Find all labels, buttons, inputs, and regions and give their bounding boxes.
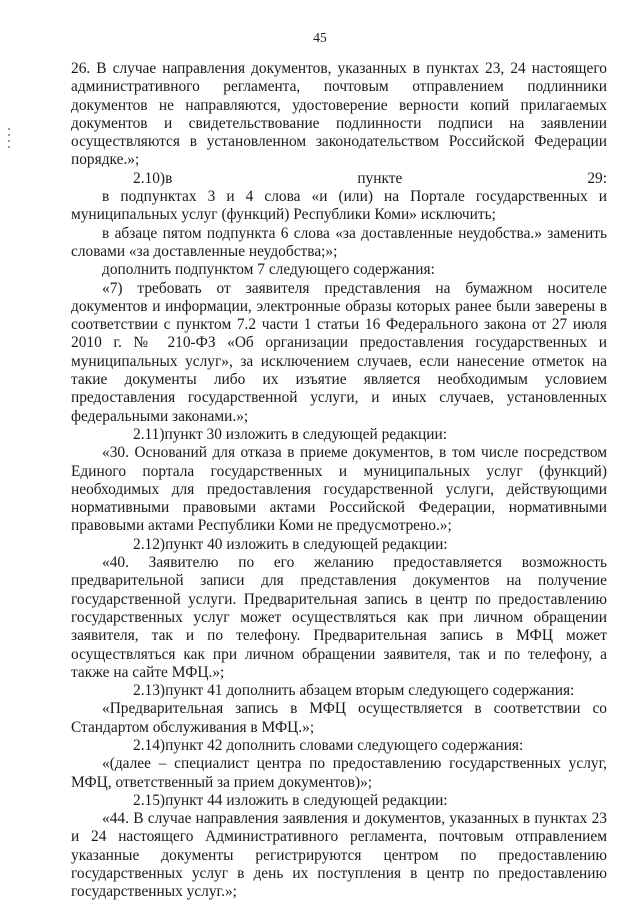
item-2-11 bbox=[71, 426, 607, 444]
item-text: пункт 41 дополнить абзацем вторым следующего содержания: bbox=[165, 682, 575, 700]
item-number: 2.15) bbox=[133, 791, 166, 809]
paragraph-subitem-7-text: «7) требовать от заявителя представления на бумажном носителе документов и информации, электронные образы которых ранее были заверены в соответствии с пунктом 7.2 части 1 статьи 16 Федерального закона от 27 июля 2010 г. № 210-ФЗ «Об организации предоставления государственных и муниципальных услуг», за исключением случаев, если нанесение отметок на такие документы либо их изъятие является необходимым условием предоставления государственной услуги, и иных случаев, установленных федеральными законами.»; bbox=[71, 279, 607, 425]
paragraph-26-continuation: 26. В случае направления документов, указанных в пунктах 23, 24 настоящего административного регламента, почтовым отправлением подлинники документов не направляются, удостоверение верности копий прилагаемых документов и свидетельствование подлинности подписи на заявлении осуществляются в установленном законодательством Российской Федерации порядке.»; bbox=[71, 60, 607, 169]
item-text: пункт 30 изложить в следующей редакции: bbox=[164, 425, 448, 443]
item-number: 2.10) bbox=[133, 169, 166, 187]
scan-specks bbox=[6, 128, 12, 152]
item-text: пункт 42 дополнить словами следующего содержания: bbox=[165, 736, 524, 754]
item-2-10 bbox=[71, 170, 607, 188]
paragraph-subitem-6: в абзаце пятом подпункта 6 слова «за доставленные неудобства.» заменить словами «за доставленные неудобства;»; bbox=[71, 224, 607, 260]
item-number: 2.13) bbox=[133, 682, 166, 700]
item-2-15 bbox=[71, 792, 607, 810]
paragraph-42-text: «(далее – специалист центра по предоставлению государственных услуг, МФЦ, ответственный за прием документов)»; bbox=[71, 755, 607, 791]
item-text: пункт 44 изложить в следующей редакции: bbox=[165, 791, 448, 809]
item-number: 2.11) bbox=[133, 425, 165, 443]
paragraph-44-text: «44. В случае направления заявления и документов, указанных в пунктах 23 и 24 настоящего Административного регламента, почтовым отправлением указанные документы регистрируются центром по предоставлению государственных услуг в день их поступления в центр по предоставлению государственных услуг.»; bbox=[71, 810, 607, 901]
item-2-12 bbox=[71, 536, 607, 554]
item-text: пункт 40 изложить в следующей редакции: bbox=[165, 535, 448, 553]
paragraph-subitems-3-4: в подпунктах 3 и 4 слова «и (или) на Портале государственных и муниципальных услуг (функций) Республики Коми» исключить; bbox=[71, 188, 607, 224]
page-number: 45 bbox=[313, 30, 327, 45]
item-number: 2.14) bbox=[133, 736, 166, 754]
paragraph-30-text: «30. Оснований для отказа в приеме документов, в том числе посредством Единого портала государственных и муниципальных услуг (функций) необходимых для предоставления государственной услуги, действующими нормативными правовыми актами Российской Федерации, нормативными правовыми актами Республики Коми не предусмотрено.»; bbox=[71, 444, 607, 535]
item-number: 2.12) bbox=[133, 535, 166, 553]
item-text: в пункте 29: bbox=[165, 169, 607, 187]
paragraph-41-text: «Предварительная запись в МФЦ осуществляется в соответствии со Стандартом обслуживания в МФЦ.»; bbox=[71, 700, 607, 736]
paragraph-add-subitem-7: дополнить подпунктом 7 следующего содержания: bbox=[102, 261, 435, 279]
document-body bbox=[71, 60, 607, 902]
item-2-13 bbox=[71, 682, 607, 700]
item-2-14 bbox=[71, 737, 607, 755]
paragraph-40-text: «40. Заявителю по его желанию предоставляется возможность предварительной записи для представления документов на получение государственной услуги. Предварительная запись в центр по предоставлению государственных услуг может осуществляться как при личном обращении заявителя, так и по телефону. Предварительная запись в МФЦ может осуществляться как при личном обращении заявителя, так и по телефону, а также на сайте МФЦ.»; bbox=[71, 554, 607, 681]
